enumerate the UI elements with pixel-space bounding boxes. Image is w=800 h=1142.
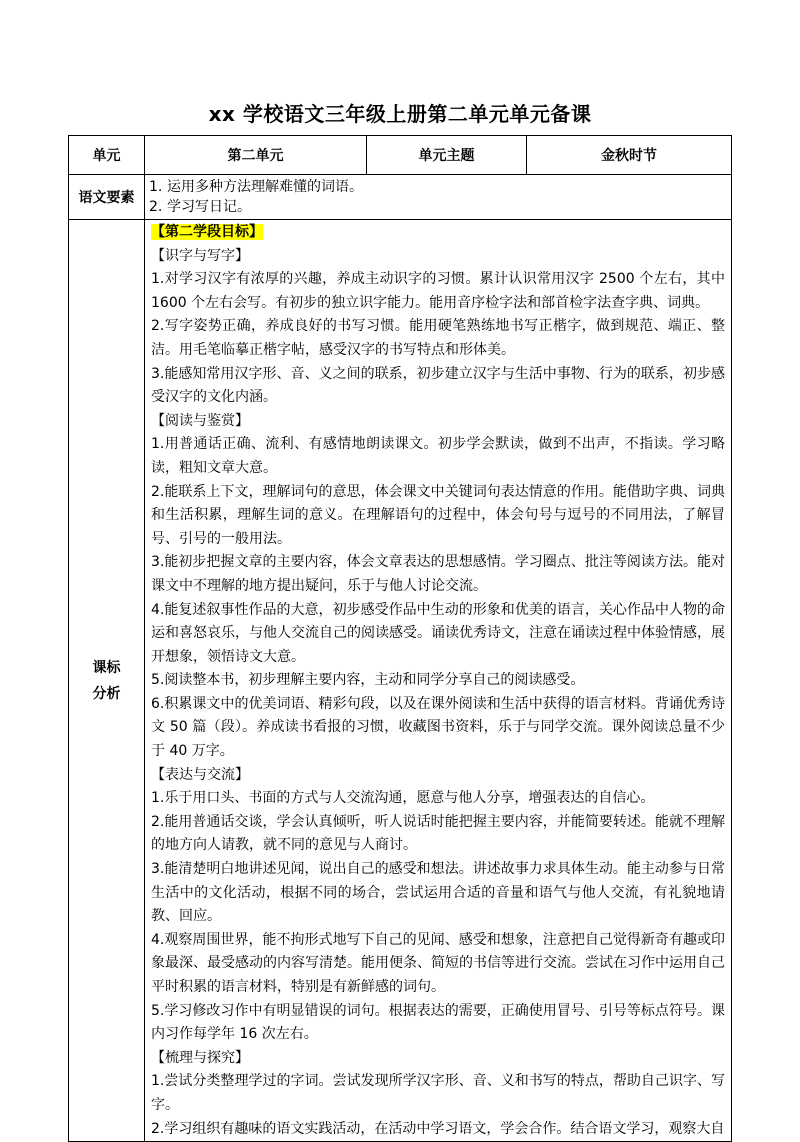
lesson-plan-table [68, 135, 732, 1142]
paragraph: 6.积累课文中的优美词语、精彩句段，以及在课外阅读和生活中获得的语言材料。背诵优秀诗文 50 篇（段）。养成读书看报的习惯，收藏图书资料，乐于与同学交流。课外阅读总量不少于 40 万字。 [151, 695, 725, 760]
paragraph: 5.阅读整本书，初步理解主要内容，主动和同学分享自己的阅读感受。 [151, 672, 585, 689]
key-elements-label: 语文要素 [69, 175, 145, 220]
paragraph: 3.能感知常用汉字形、音、义之间的联系，初步建立汉字与生活中事物、行为的联系，初步感受汉字的文化内涵。 [151, 365, 725, 406]
theme-value: 金秋时节 [527, 136, 732, 175]
paragraph: 1.对学习汉字有浓厚的兴趣，养成主动识字的习惯。累计认识常用汉字 2500 个左右，其中 1600 个左右会写。有初步的独立识字能力。能用音序检字法和部首检字法查字典、词典。 [151, 271, 725, 311]
paragraph: 4.能复述叙事性作品的大意，初步感受作品中生动的形象和优美的语言，关心作品中人物的命运和喜怒哀乐，与他人交流自己的阅读感受。诵读优秀诗文，注意在诵读过程中体验情感，展开想象，领悟诗文大意。 [151, 601, 725, 665]
paragraph: 1.乐于用口头、书面的方式与人交流沟通，愿意与他人分享，增强表达的自信心。 [151, 790, 655, 807]
key-elements-row [69, 175, 732, 220]
standards-content [145, 220, 732, 1142]
key-elements-list [149, 177, 727, 217]
paragraph: 4.观察周围世界，能不拘形式地写下自己的见闻、感受和想象，注意把自己觉得新奇有趣或印象最深、最受感动的内容写清楚。能用便条、简短的书信等进行交流。尝试在习作中运用自己平时积累的语言材料，特别是有新鲜感的词句。 [151, 931, 725, 995]
goal-heading: 【第二学段目标】 [151, 224, 263, 240]
paragraph: 2.写字姿势正确，养成良好的书写习惯。能用硬笔熟练地书写正楷字，做到规范、端正、整洁。用毛笔临摹正楷字帖，感受汉字的书写特点和形体美。 [151, 318, 725, 358]
paragraph: 1.用普通话正确、流利、有感情地朗读课文。初步学会默读，做到不出声，不指读。学习略读，粗知文章大意。 [151, 436, 725, 476]
list-item: 2. 学习写日记。 [149, 199, 251, 215]
section-heading: 【梳理与探究】 [151, 1049, 249, 1066]
unit-label: 单元 [69, 136, 145, 175]
list-item: 1. 运用多种方法理解难懂的词语。 [149, 179, 363, 195]
section-heading: 【识字与写字】 [151, 247, 249, 264]
section-heading: 【表达与交流】 [151, 766, 249, 783]
header-row [69, 136, 732, 175]
key-elements-cell [145, 175, 732, 220]
paragraph: 3.能初步把握文章的主要内容，体会文章表达的思想感情。学习圈点、批注等阅读方法。能对课文中不理解的地方提出疑问，乐于与他人讨论交流。 [151, 554, 725, 594]
paragraph: 2.能用普通话交谈，学会认真倾听，听人说话时能把握主要内容，并能简要转述。能就不理解的地方向人请教，就不同的意见与人商讨。 [151, 813, 725, 854]
section-heading: 【阅读与鉴赏】 [151, 412, 249, 429]
paragraph: 3.能清楚明白地讲述见闻，说出自己的感受和想法。讲述故事力求具体生动。能主动参与日常生活中的文化活动，根据不同的场合，尝试运用合适的音量和语气与他人交流，有礼貌地请教、回应。 [151, 861, 725, 925]
page-title: xx 学校语文三年级上册第二单元单元备课 [208, 102, 592, 126]
paragraph: 2.学习组织有趣味的语文实践活动，在活动中学习语文，学会合作。结合语文学习，观察大自 [151, 1120, 725, 1137]
theme-label: 单元主题 [367, 136, 527, 175]
standards-label: 课标 分析 [69, 220, 145, 1142]
standards-row [69, 220, 732, 1142]
paragraph: 5.学习修改习作中有明显错误的词句。根据表达的需要，正确使用冒号、引号等标点符号。课内习作每学年 16 次左右。 [151, 1002, 725, 1043]
paragraph: 2.能联系上下文，理解词句的意思，体会课文中关键词句表达情意的作用。能借助字典、词典和生活积累，理解生词的意义。在理解语句的过程中，体会句号与逗号的不同用法，了解冒号、引号的一般用法。 [151, 483, 725, 547]
paragraph: 1.尝试分类整理学过的字词。尝试发现所学汉字形、音、义和书写的特点，帮助自己识字、写字。 [151, 1073, 725, 1113]
unit-value: 第二单元 [145, 136, 367, 175]
